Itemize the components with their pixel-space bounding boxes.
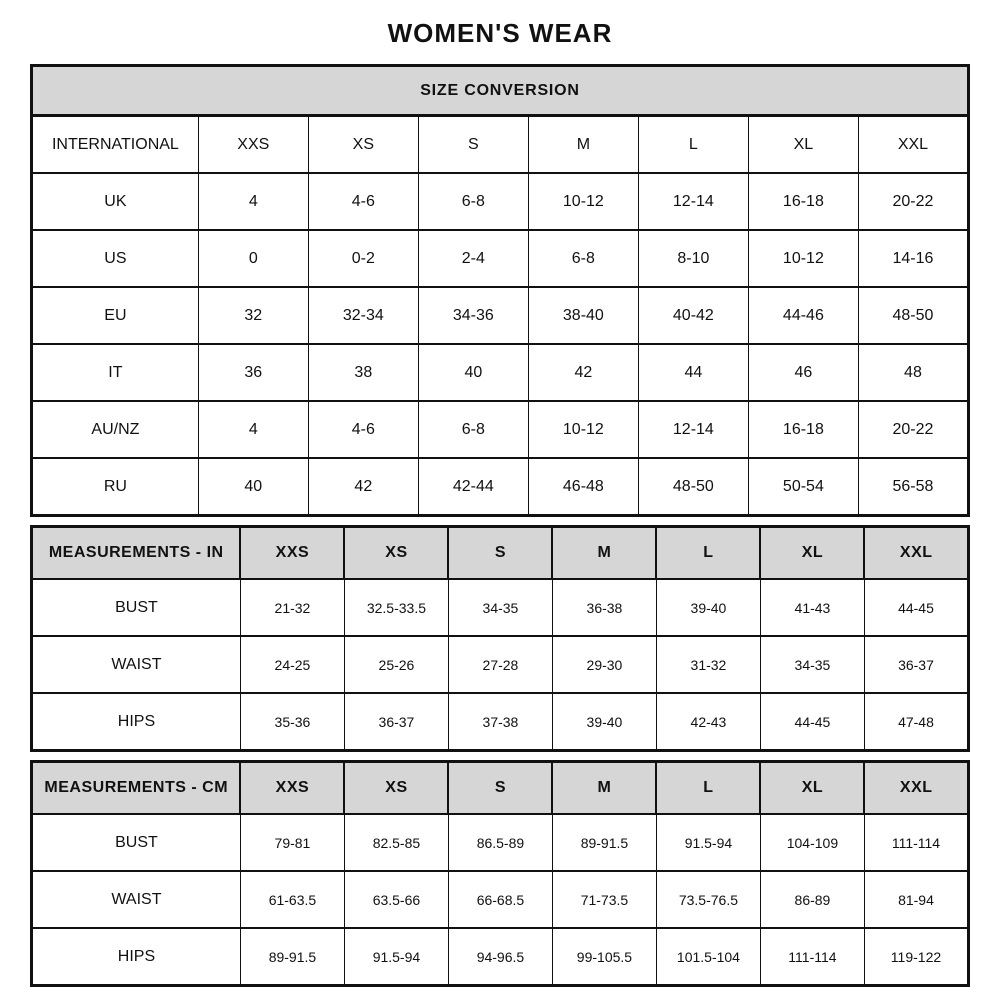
size-header-cell: XS	[344, 527, 448, 580]
size-cell: 10-12	[528, 173, 638, 230]
measurement-cell: 111-114	[864, 814, 968, 871]
measurement-cell: 31-32	[656, 636, 760, 693]
size-cell: 44	[638, 344, 748, 401]
measurement-cell: 39-40	[656, 579, 760, 636]
size-header-cell: L	[656, 527, 760, 580]
measurement-cell: 89-91.5	[240, 928, 344, 986]
measurement-cell: 47-48	[864, 693, 968, 751]
size-cell: 46	[748, 344, 858, 401]
measurement-cell: 32.5-33.5	[344, 579, 448, 636]
page-title: WOMEN'S WEAR	[387, 18, 613, 48]
size-cell: XL	[748, 116, 858, 174]
measurement-cell: 82.5-85	[344, 814, 448, 871]
size-cell: 16-18	[748, 173, 858, 230]
measurement-cell: 29-30	[552, 636, 656, 693]
size-cell: 6-8	[418, 401, 528, 458]
measurement-cell: 111-114	[760, 928, 864, 986]
size-header-cell: XL	[760, 762, 864, 815]
size-cell: XXL	[858, 116, 968, 174]
size-cell: 36	[198, 344, 308, 401]
row-label-hips: HIPS	[32, 928, 241, 986]
size-cell: 2-4	[418, 230, 528, 287]
table-row	[32, 579, 969, 636]
size-header-cell: S	[448, 762, 552, 815]
measurement-cell: 99-105.5	[552, 928, 656, 986]
table-row	[32, 173, 969, 230]
measurement-cell: 101.5-104	[656, 928, 760, 986]
row-label-aunz: AU/NZ	[32, 401, 199, 458]
size-cell: M	[528, 116, 638, 174]
row-label-waist: WAIST	[32, 871, 241, 928]
measurement-cell: 66-68.5	[448, 871, 552, 928]
size-cell: 50-54	[748, 458, 858, 516]
row-label-us: US	[32, 230, 199, 287]
table-row	[32, 458, 969, 516]
table-header-row	[32, 762, 969, 815]
size-cell: 46-48	[528, 458, 638, 516]
size-cell: 48-50	[858, 287, 968, 344]
size-conversion-header: SIZE CONVERSION	[32, 66, 969, 116]
table-row	[32, 693, 969, 751]
size-header-cell: S	[448, 527, 552, 580]
row-label-international: INTERNATIONAL	[32, 116, 199, 174]
row-label-uk: UK	[32, 173, 199, 230]
measurement-cell: 119-122	[864, 928, 968, 986]
size-cell: 0-2	[308, 230, 418, 287]
table-row	[32, 230, 969, 287]
size-cell: XS	[308, 116, 418, 174]
size-header-cell: XS	[344, 762, 448, 815]
measurement-cell: 41-43	[760, 579, 864, 636]
size-conversion-table	[30, 64, 970, 517]
measurement-cell: 61-63.5	[240, 871, 344, 928]
size-cell: XXS	[198, 116, 308, 174]
measurement-cell: 35-36	[240, 693, 344, 751]
table-row	[32, 344, 969, 401]
size-cell: 8-10	[638, 230, 748, 287]
measurements-in-table	[30, 525, 970, 752]
size-cell: 44-46	[748, 287, 858, 344]
measurement-cell: 104-109	[760, 814, 864, 871]
size-cell: L	[638, 116, 748, 174]
measurement-cell: 81-94	[864, 871, 968, 928]
row-label-ru: RU	[32, 458, 199, 516]
size-cell: 10-12	[528, 401, 638, 458]
size-cell: 38-40	[528, 287, 638, 344]
size-header-cell: XXS	[240, 762, 344, 815]
size-cell: 48-50	[638, 458, 748, 516]
measurement-cell: 39-40	[552, 693, 656, 751]
table-row	[32, 287, 969, 344]
size-cell: 12-14	[638, 401, 748, 458]
size-cell: 56-58	[858, 458, 968, 516]
table-row	[32, 401, 969, 458]
size-cell: 14-16	[858, 230, 968, 287]
table-row	[32, 636, 969, 693]
size-cell: 20-22	[858, 401, 968, 458]
measurement-cell: 89-91.5	[552, 814, 656, 871]
measurement-cell: 86-89	[760, 871, 864, 928]
measurement-cell: 36-37	[864, 636, 968, 693]
table-row	[32, 928, 969, 986]
size-cell: 42	[308, 458, 418, 516]
size-cell: 0	[198, 230, 308, 287]
size-header-cell: M	[552, 527, 656, 580]
size-cell: 40	[198, 458, 308, 516]
measurements-cm-header: MEASUREMENTS - CM	[32, 762, 241, 815]
table-row	[32, 871, 969, 928]
size-header-cell: XXL	[864, 762, 968, 815]
size-cell: 4	[198, 173, 308, 230]
measurement-cell: 42-43	[656, 693, 760, 751]
measurement-cell: 21-32	[240, 579, 344, 636]
row-label-eu: EU	[32, 287, 199, 344]
table-header-row	[32, 527, 969, 580]
table-header-row	[32, 66, 969, 116]
size-cell: 38	[308, 344, 418, 401]
row-label-it: IT	[32, 344, 199, 401]
size-header-cell: XL	[760, 527, 864, 580]
size-cell: 48	[858, 344, 968, 401]
row-label-hips: HIPS	[32, 693, 241, 751]
measurements-in-header: MEASUREMENTS - IN	[32, 527, 241, 580]
measurement-cell: 34-35	[448, 579, 552, 636]
size-cell: 42	[528, 344, 638, 401]
size-cell: 34-36	[418, 287, 528, 344]
measurement-cell: 44-45	[864, 579, 968, 636]
size-header-cell: L	[656, 762, 760, 815]
table-row	[32, 116, 969, 174]
measurement-cell: 34-35	[760, 636, 864, 693]
measurement-cell: 36-38	[552, 579, 656, 636]
size-cell: 20-22	[858, 173, 968, 230]
size-cell: S	[418, 116, 528, 174]
measurement-cell: 25-26	[344, 636, 448, 693]
size-cell: 40-42	[638, 287, 748, 344]
measurement-cell: 79-81	[240, 814, 344, 871]
size-cell: 6-8	[528, 230, 638, 287]
measurement-cell: 24-25	[240, 636, 344, 693]
measurement-cell: 44-45	[760, 693, 864, 751]
table-row	[32, 814, 969, 871]
measurement-cell: 94-96.5	[448, 928, 552, 986]
size-cell: 40	[418, 344, 528, 401]
measurement-cell: 73.5-76.5	[656, 871, 760, 928]
size-header-cell: M	[552, 762, 656, 815]
measurement-cell: 91.5-94	[656, 814, 760, 871]
size-cell: 16-18	[748, 401, 858, 458]
size-cell: 10-12	[748, 230, 858, 287]
measurement-cell: 36-37	[344, 693, 448, 751]
row-label-waist: WAIST	[32, 636, 241, 693]
size-cell: 4-6	[308, 401, 418, 458]
size-cell: 6-8	[418, 173, 528, 230]
measurements-cm-table	[30, 760, 970, 987]
measurement-cell: 37-38	[448, 693, 552, 751]
size-cell: 4	[198, 401, 308, 458]
measurement-cell: 71-73.5	[552, 871, 656, 928]
measurement-cell: 86.5-89	[448, 814, 552, 871]
size-cell: 12-14	[638, 173, 748, 230]
size-cell: 32	[198, 287, 308, 344]
size-cell: 42-44	[418, 458, 528, 516]
size-cell: 4-6	[308, 173, 418, 230]
measurement-cell: 27-28	[448, 636, 552, 693]
measurement-cell: 91.5-94	[344, 928, 448, 986]
size-cell: 32-34	[308, 287, 418, 344]
size-header-cell: XXL	[864, 527, 968, 580]
row-label-bust: BUST	[32, 579, 241, 636]
row-label-bust: BUST	[32, 814, 241, 871]
size-header-cell: XXS	[240, 527, 344, 580]
measurement-cell: 63.5-66	[344, 871, 448, 928]
